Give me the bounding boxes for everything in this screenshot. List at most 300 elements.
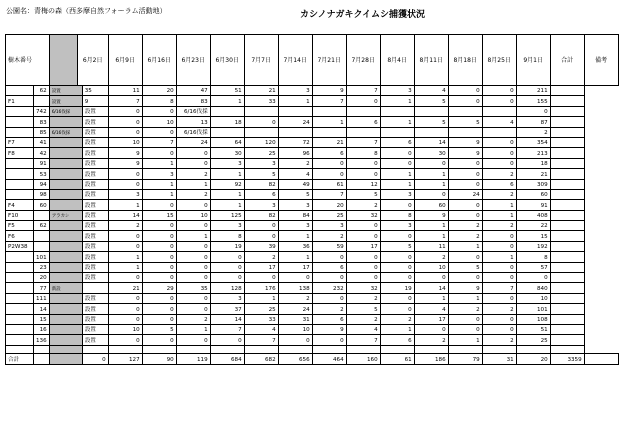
- count-cell: 14: [210, 314, 244, 324]
- tree-number-cell: 41: [34, 137, 50, 147]
- count-cell: 9: [108, 148, 142, 158]
- count-cell: 0: [346, 96, 380, 106]
- count-cell: 0: [142, 304, 176, 314]
- count-cell: 192: [516, 241, 550, 251]
- count-cell: 2: [346, 200, 380, 210]
- count-cell: 1: [380, 324, 414, 334]
- empty-cell: [448, 345, 482, 353]
- count-cell: 5: [448, 262, 482, 272]
- count-cell: 0: [142, 200, 176, 210]
- count-cell: 0: [448, 324, 482, 334]
- tree-group-cell: [6, 293, 34, 303]
- count-cell: 0: [482, 148, 516, 158]
- status-cell: 設置: [82, 179, 108, 189]
- count-cell: 2: [482, 169, 516, 179]
- count-cell: 3: [244, 158, 278, 168]
- note-cell: [49, 273, 82, 283]
- count-cell: 1: [244, 293, 278, 303]
- count-cell: 5: [448, 117, 482, 127]
- count-cell: 1: [108, 200, 142, 210]
- count-cell: 9: [312, 324, 346, 334]
- total-cell: 0: [82, 353, 108, 364]
- count-cell: 24: [278, 304, 312, 314]
- column-header: 8月25日: [482, 35, 516, 86]
- count-cell: 60: [516, 189, 550, 199]
- count-cell: 1: [414, 179, 448, 189]
- count-cell: [414, 127, 448, 137]
- count-cell: 29: [142, 283, 176, 293]
- count-cell: 8: [210, 231, 244, 241]
- count-cell: 408: [516, 210, 550, 220]
- remark-cell: [550, 189, 584, 199]
- note-cell: [49, 262, 82, 272]
- tree-number-cell: 742: [34, 106, 50, 116]
- count-cell: 7: [482, 283, 516, 293]
- count-cell: 0: [142, 231, 176, 241]
- count-cell: 1: [108, 252, 142, 262]
- count-cell: 1: [414, 293, 448, 303]
- tree-number-cell: 94: [34, 179, 50, 189]
- remark-cell: [550, 86, 584, 96]
- column-header: 7月7日: [244, 35, 278, 86]
- count-cell: 0: [448, 179, 482, 189]
- remark-cell: [550, 127, 584, 137]
- spacer-row: [6, 345, 619, 353]
- remark-cell: [550, 293, 584, 303]
- count-cell: 7: [142, 137, 176, 147]
- count-cell: 10: [108, 137, 142, 147]
- count-cell: 21: [108, 283, 142, 293]
- count-cell: 3: [380, 221, 414, 231]
- count-cell: 0: [142, 335, 176, 345]
- remark-cell: [550, 273, 584, 283]
- table-row: [6, 273, 619, 283]
- count-cell: 0: [482, 86, 516, 96]
- tree-group-cell: F1: [6, 96, 34, 106]
- count-cell: 1: [448, 293, 482, 303]
- count-cell: 0: [448, 169, 482, 179]
- count-cell: 0: [142, 252, 176, 262]
- tree-group-cell: [6, 335, 34, 345]
- count-cell: 19: [210, 241, 244, 251]
- count-cell: 1: [278, 252, 312, 262]
- count-cell: 0: [210, 273, 244, 283]
- count-cell: 0: [108, 335, 142, 345]
- count-cell: 21: [516, 169, 550, 179]
- status-cell: [82, 283, 108, 293]
- column-header: 7月21日: [312, 35, 346, 86]
- count-cell: 0: [346, 252, 380, 262]
- count-cell: 7: [210, 324, 244, 334]
- table-row: [6, 169, 619, 179]
- note-cell: [49, 189, 82, 199]
- count-cell: 2: [380, 314, 414, 324]
- count-cell: 0: [346, 262, 380, 272]
- tree-number-cell: 77: [34, 283, 50, 293]
- count-cell: 213: [516, 148, 550, 158]
- count-cell: 17: [278, 262, 312, 272]
- count-cell: 36: [278, 241, 312, 251]
- empty-cell: [49, 345, 82, 353]
- count-cell: [448, 127, 482, 137]
- table-row: [6, 324, 619, 334]
- status-cell: 設置: [82, 231, 108, 241]
- count-cell: 120: [244, 137, 278, 147]
- count-cell: 82: [244, 179, 278, 189]
- count-cell: 101: [516, 304, 550, 314]
- count-cell: 1: [380, 96, 414, 106]
- count-cell: 18: [516, 158, 550, 168]
- tree-group-cell: F10: [6, 210, 34, 220]
- count-cell: [448, 106, 482, 116]
- count-cell: 6/16伐採: [176, 106, 210, 116]
- count-cell: 24: [448, 189, 482, 199]
- count-cell: 2: [108, 221, 142, 231]
- status-cell: 設置: [82, 221, 108, 231]
- table-row: [6, 293, 619, 303]
- count-cell: 0: [176, 273, 210, 283]
- tree-group-cell: [6, 283, 34, 293]
- column-header: 樹木番号: [6, 35, 50, 86]
- tree-group-cell: [6, 179, 34, 189]
- count-cell: 59: [312, 241, 346, 251]
- count-cell: 39: [244, 241, 278, 251]
- count-cell: 0: [448, 273, 482, 283]
- count-cell: 8: [380, 210, 414, 220]
- remark-cell: [550, 169, 584, 179]
- status-cell: 設置: [82, 252, 108, 262]
- count-cell: 7: [346, 335, 380, 345]
- note-cell: [49, 314, 82, 324]
- count-cell: 64: [210, 137, 244, 147]
- status-cell: 設置: [82, 273, 108, 283]
- total-cell: 119: [176, 353, 210, 364]
- capture-table: [5, 34, 619, 365]
- count-cell: 2: [482, 221, 516, 231]
- count-cell: 0: [142, 221, 176, 231]
- count-cell: 2: [414, 252, 448, 262]
- count-cell: 5: [414, 96, 448, 106]
- count-cell: 1: [142, 189, 176, 199]
- count-cell: 6: [312, 262, 346, 272]
- remark-cell: [550, 210, 584, 220]
- count-cell: 33: [244, 314, 278, 324]
- status-cell: 設置: [82, 117, 108, 127]
- status-cell: 設置: [82, 148, 108, 158]
- count-cell: 4: [278, 169, 312, 179]
- note-cell: [49, 148, 82, 158]
- table-row: [6, 335, 619, 345]
- tree-group-cell: [6, 273, 34, 283]
- count-cell: 309: [516, 179, 550, 189]
- status-cell: 設置: [82, 314, 108, 324]
- count-cell: 1: [380, 179, 414, 189]
- tree-group-cell: [6, 106, 34, 116]
- tree-number-cell: 136: [34, 335, 50, 345]
- count-cell: 2: [448, 304, 482, 314]
- count-cell: 125: [210, 210, 244, 220]
- tree-number-cell: 85: [34, 127, 50, 137]
- tree-number-cell: 23: [34, 262, 50, 272]
- empty-cell: [312, 345, 346, 353]
- table-row: [6, 106, 619, 116]
- count-cell: 0: [210, 252, 244, 262]
- tree-group-cell: [6, 86, 34, 96]
- count-cell: 1: [414, 169, 448, 179]
- count-cell: 0: [108, 179, 142, 189]
- count-cell: 0: [414, 189, 448, 199]
- count-cell: 0: [244, 117, 278, 127]
- total-cell: 656: [278, 353, 312, 364]
- count-cell: 0: [108, 241, 142, 251]
- status-cell: 設置: [82, 106, 108, 116]
- count-cell: 1: [414, 231, 448, 241]
- count-cell: 61: [312, 179, 346, 189]
- tree-number-cell: [34, 96, 50, 106]
- count-cell: 21: [312, 137, 346, 147]
- count-cell: [380, 106, 414, 116]
- count-cell: 3: [244, 200, 278, 210]
- count-cell: 10: [176, 210, 210, 220]
- count-cell: 4: [414, 86, 448, 96]
- count-cell: 82: [244, 210, 278, 220]
- count-cell: [482, 127, 516, 137]
- tree-number-cell: 14: [34, 304, 50, 314]
- column-header: 8月4日: [380, 35, 414, 86]
- count-cell: 0: [244, 231, 278, 241]
- count-cell: 2: [448, 221, 482, 231]
- count-cell: 49: [278, 179, 312, 189]
- status-cell: 設置: [82, 158, 108, 168]
- column-header: 合計: [550, 35, 584, 86]
- tree-group-cell: [6, 117, 34, 127]
- count-cell: 9: [448, 137, 482, 147]
- count-cell: 5: [142, 324, 176, 334]
- empty-cell: [176, 345, 210, 353]
- count-cell: 7: [346, 137, 380, 147]
- count-cell: 14: [414, 283, 448, 293]
- count-cell: [244, 127, 278, 137]
- table-row: [6, 137, 619, 147]
- remark-cell: [550, 262, 584, 272]
- count-cell: 32: [346, 283, 380, 293]
- remark-cell: [550, 96, 584, 106]
- park-name: 公園名：青梅の森（西多摩自然フォーラム活動地）: [6, 7, 167, 15]
- status-cell: 設置: [82, 127, 108, 137]
- sheet-title: カシノナガキクイムシ捕獲状況: [300, 10, 426, 20]
- count-cell: 0: [448, 158, 482, 168]
- table-row: [6, 304, 619, 314]
- count-cell: 84: [278, 210, 312, 220]
- count-cell: 0: [482, 273, 516, 283]
- tree-number-cell: 16: [34, 324, 50, 334]
- count-cell: 0: [312, 169, 346, 179]
- count-cell: 1: [380, 169, 414, 179]
- count-cell: 108: [516, 314, 550, 324]
- count-cell: 5: [278, 189, 312, 199]
- count-cell: 14: [414, 137, 448, 147]
- remark-cell: [550, 137, 584, 147]
- count-cell: 25: [312, 210, 346, 220]
- count-cell: 0: [142, 148, 176, 158]
- count-cell: 7: [108, 96, 142, 106]
- tree-number-cell: [34, 241, 50, 251]
- count-cell: 51: [210, 86, 244, 96]
- tree-group-cell: [6, 169, 34, 179]
- count-cell: 20: [312, 200, 346, 210]
- count-cell: 0: [176, 304, 210, 314]
- count-cell: 0: [482, 96, 516, 106]
- count-cell: 3: [210, 158, 244, 168]
- count-cell: 92: [210, 179, 244, 189]
- total-cell: 90: [142, 353, 176, 364]
- count-cell: 0: [312, 252, 346, 262]
- tree-number-cell: 53: [34, 169, 50, 179]
- count-cell: 13: [176, 117, 210, 127]
- table-row: [6, 283, 619, 293]
- count-cell: 1: [380, 117, 414, 127]
- count-cell: 14: [108, 210, 142, 220]
- total-cell: 160: [346, 353, 380, 364]
- tree-group-cell: [6, 158, 34, 168]
- tree-group-cell: [6, 189, 34, 199]
- count-cell: 176: [244, 283, 278, 293]
- count-cell: 0: [176, 158, 210, 168]
- count-cell: 9: [312, 86, 346, 96]
- table-row: [6, 262, 619, 272]
- count-cell: 0: [346, 231, 380, 241]
- count-cell: 5: [346, 189, 380, 199]
- note-cell: 6/16伐採: [49, 127, 82, 137]
- count-cell: 0: [380, 231, 414, 241]
- count-cell: 9: [448, 148, 482, 158]
- count-cell: 10: [108, 324, 142, 334]
- count-cell: 0: [516, 106, 550, 116]
- tree-number-cell: 98: [34, 189, 50, 199]
- note-cell: 設置: [49, 86, 82, 96]
- count-cell: 91: [516, 200, 550, 210]
- count-cell: 4: [244, 324, 278, 334]
- count-cell: 8: [142, 96, 176, 106]
- note-cell: [49, 169, 82, 179]
- count-cell: 12: [346, 179, 380, 189]
- status-cell: 設置: [82, 304, 108, 314]
- count-cell: 4: [482, 117, 516, 127]
- count-cell: 0: [108, 293, 142, 303]
- count-cell: 1: [448, 335, 482, 345]
- empty-cell: [550, 345, 584, 353]
- count-cell: 3: [210, 293, 244, 303]
- count-cell: 24: [176, 137, 210, 147]
- count-cell: 11: [414, 241, 448, 251]
- count-cell: 0: [108, 117, 142, 127]
- count-cell: 2: [482, 189, 516, 199]
- count-cell: 2: [346, 314, 380, 324]
- count-cell: 0: [312, 335, 346, 345]
- count-cell: 1: [482, 200, 516, 210]
- count-cell: 0: [482, 231, 516, 241]
- count-cell: 25: [244, 148, 278, 158]
- count-cell: 83: [176, 96, 210, 106]
- count-cell: [312, 127, 346, 137]
- empty-cell: [210, 345, 244, 353]
- total-cell: 61: [380, 353, 414, 364]
- count-cell: 0: [108, 169, 142, 179]
- count-cell: [380, 127, 414, 137]
- count-cell: 0: [414, 273, 448, 283]
- count-cell: 155: [516, 96, 550, 106]
- count-cell: 6: [482, 179, 516, 189]
- note-cell: [49, 179, 82, 189]
- status-cell: 設置: [82, 335, 108, 345]
- total-cell: 3359: [550, 353, 584, 364]
- header-row: [6, 35, 619, 86]
- count-cell: 30: [414, 148, 448, 158]
- count-cell: [210, 106, 244, 116]
- status-cell: 設置: [82, 137, 108, 147]
- total-cell: 79: [448, 353, 482, 364]
- count-cell: 6: [380, 335, 414, 345]
- count-cell: 0: [108, 273, 142, 283]
- status-cell: 設置: [82, 241, 108, 251]
- note-cell: アラカシ: [49, 210, 82, 220]
- count-cell: 0: [380, 262, 414, 272]
- count-cell: 0: [278, 335, 312, 345]
- column-header: 7月28日: [346, 35, 380, 86]
- table-row: [6, 221, 619, 231]
- count-cell: 8: [346, 148, 380, 158]
- count-cell: 0: [176, 293, 210, 303]
- remark-cell: [550, 231, 584, 241]
- tree-group-cell: F5: [6, 221, 34, 231]
- note-cell: 新設: [49, 283, 82, 293]
- note-cell: [49, 304, 82, 314]
- count-cell: 21: [244, 86, 278, 96]
- count-cell: 30: [210, 148, 244, 158]
- status-cell: 9: [82, 96, 108, 106]
- count-cell: 0: [380, 293, 414, 303]
- count-cell: 0: [482, 262, 516, 272]
- remark-cell: [550, 200, 584, 210]
- total-cell: 20: [516, 353, 550, 364]
- count-cell: 1: [482, 252, 516, 262]
- tree-number-cell: 60: [34, 200, 50, 210]
- count-cell: 0: [312, 158, 346, 168]
- count-cell: 9: [414, 210, 448, 220]
- count-cell: 0: [482, 314, 516, 324]
- table-row: [6, 314, 619, 324]
- count-cell: 37: [210, 304, 244, 314]
- tree-group-cell: [6, 262, 34, 272]
- count-cell: 11: [108, 86, 142, 96]
- count-cell: 2: [176, 314, 210, 324]
- tree-group-cell: [6, 127, 34, 137]
- count-cell: 9: [108, 158, 142, 168]
- status-cell: 35: [82, 86, 108, 96]
- remark-cell: [550, 179, 584, 189]
- count-cell: 0: [448, 252, 482, 262]
- tree-number-cell: 62: [34, 86, 50, 96]
- count-cell: 2: [516, 127, 550, 137]
- count-cell: 51: [516, 324, 550, 334]
- tree-number-cell: 15: [34, 314, 50, 324]
- count-cell: 840: [516, 283, 550, 293]
- count-cell: 1: [414, 221, 448, 231]
- count-cell: 5: [244, 169, 278, 179]
- count-cell: 10: [516, 293, 550, 303]
- remark-cell: [550, 221, 584, 231]
- count-cell: 0: [448, 314, 482, 324]
